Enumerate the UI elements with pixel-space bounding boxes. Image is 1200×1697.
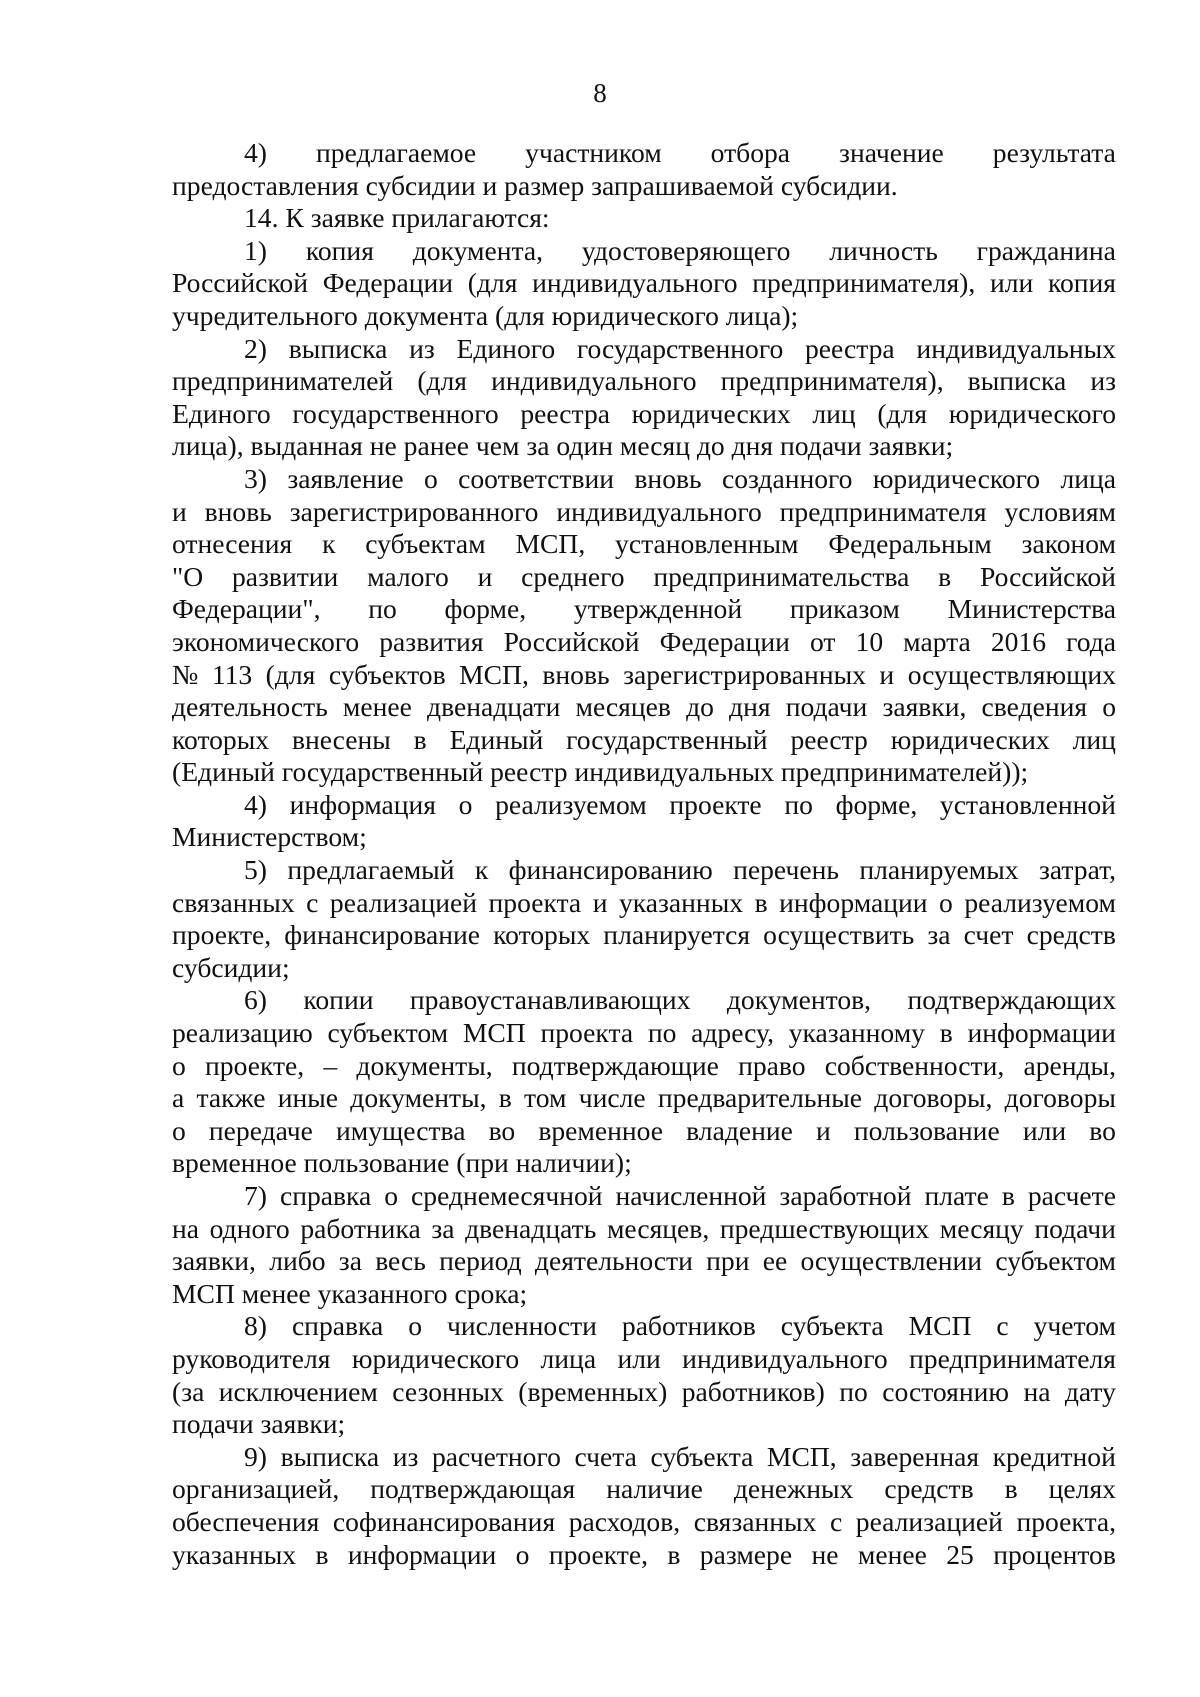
text-line: 5) предлагаемый к финансированию перечень планируемых затрат, — [244, 854, 1116, 886]
text-line: заявки, либо за весь период деятельности при ее осуществлении субъектом — [172, 1245, 1116, 1277]
text-line: 1) копия документа, удостоверяющего личность гражданина — [244, 234, 1116, 266]
text-line: Федерации", по форме, утвержденной приказом Министерства — [172, 593, 1116, 625]
text-line: связанных с реализацией проекта и указанных в информации о реализуемом — [172, 886, 1116, 918]
text-line: 2) выписка из Единого государственного реестра индивидуальных — [244, 332, 1116, 364]
text-line: 4) информация о реализуемом проекте по форме, установленной — [244, 788, 1116, 820]
document-body — [172, 137, 1116, 1571]
text-line: руководителя юридического лица или индивидуального предпринимателя — [172, 1342, 1116, 1374]
text-line: Российской Федерации (для индивидуального предпринимателя), или копия — [172, 267, 1116, 299]
text-line: учредительного документа (для юридического лица); — [172, 299, 799, 331]
page-number: 8 — [593, 78, 607, 108]
text-line: 4) предлагаемое участником отбора значение результата — [244, 137, 1116, 168]
text-line: (Единый государственный реестр индивидуальных предпринимателей)); — [172, 756, 1029, 788]
text-line: указанных в информации о проекте, в размере не менее 25 процентов — [172, 1538, 1116, 1570]
text-line: предпринимателей (для индивидуального предпринимателя), выписка из — [172, 365, 1116, 397]
text-line: "О развитии малого и среднего предпринимательства в Российской — [172, 560, 1116, 592]
text-line: 6) копии правоустанавливающих документов, подтверждающих — [244, 984, 1116, 1016]
text-line: организацией, подтверждающая наличие денежных средств в целях — [172, 1473, 1116, 1505]
text-line: 9) выписка из расчетного счета субъекта МСП, заверенная кредитной — [244, 1440, 1116, 1472]
text-line: о проекте, – документы, подтверждающие право собственности, аренды, — [172, 1049, 1116, 1081]
text-line: о передаче имущества во временное владение и пользование или во — [172, 1114, 1116, 1146]
text-line: а также иные документы, в том числе предварительные договоры, договоры — [172, 1082, 1116, 1114]
text-line: проекте, финансирование которых планируется осуществить за счет средств — [172, 919, 1116, 951]
text-line: Единого государственного реестра юридических лиц (для юридического — [172, 397, 1116, 429]
text-line: подачи заявки; — [172, 1408, 346, 1440]
text-line: 7) справка о среднемесячной начисленной заработной плате в расчете — [244, 1180, 1116, 1211]
text-line: МСП менее указанного срока; — [172, 1277, 528, 1309]
text-line: и вновь зарегистрированного индивидуального предпринимателя условиям — [172, 495, 1116, 527]
text-line: 8) справка о численности работников субъекта МСП с учетом — [244, 1310, 1116, 1342]
text-line: на одного работника за двенадцать месяцев, предшествующих месяцу подачи — [172, 1212, 1116, 1244]
text-line: временное пользование (при наличии); — [172, 1147, 632, 1179]
text-line: отнесения к субъектам МСП, установленным Федеральным законом — [172, 528, 1116, 560]
text-line: обеспечения софинансирования расходов, связанных с реализацией проекта, — [172, 1505, 1116, 1537]
text-line: субсидии; — [172, 951, 290, 983]
text-line: (за исключением сезонных (временных) работников) по состоянию на дату — [172, 1375, 1116, 1407]
text-line: Министерством; — [172, 821, 367, 853]
text-line: экономического развития Российской Федерации от 10 марта 2016 года — [172, 625, 1116, 657]
text-line: предоставления субсидии и размер запрашиваемой субсидии. — [172, 169, 898, 201]
text-line: 14. К заявке прилагаются: — [244, 202, 550, 234]
text-line: 3) заявление о соответствии вновь созданного юридического лица — [244, 462, 1116, 494]
text-line: которых внесены в Единый государственный реестр юридических лиц — [172, 723, 1116, 755]
text-line: реализацию субъектом МСП проекта по адресу, указанному в информации — [172, 1017, 1116, 1049]
text-line: лица), выданная не ранее чем за один месяц до дня подачи заявки; — [172, 430, 954, 462]
text-line: № 113 (для субъектов МСП, вновь зарегистрированных и осуществляющих — [172, 658, 1116, 690]
text-line: деятельность менее двенадцати месяцев до дня подачи заявки, сведения о — [172, 691, 1116, 723]
